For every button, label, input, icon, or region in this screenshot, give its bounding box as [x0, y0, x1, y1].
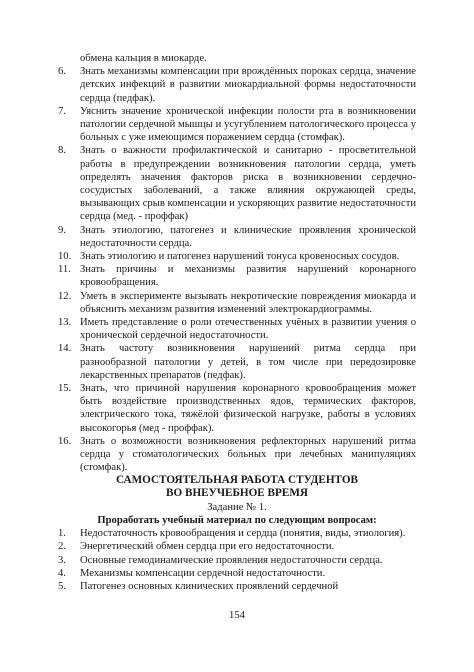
item-number: 1.: [58, 528, 66, 540]
item-number: 12.: [58, 290, 72, 302]
item-text: Знать частоту возникновения нарушений ритма сердца при разнообразной патологии у детей, в том числе при передозировке лекарственных препаратов (педфак).: [80, 343, 416, 381]
item-text: Недостаточность кровообращения и сердца (понятия, виды, этиология).: [80, 528, 406, 540]
item-number: 13.: [58, 317, 72, 329]
item-text: Патогенез основных клинических проявлений сердечной: [80, 581, 339, 593]
item-number: 14.: [58, 343, 72, 355]
list-item: [58, 316, 416, 342]
list-item: [58, 342, 416, 382]
list-item: [58, 224, 416, 250]
item-number: 2.: [58, 541, 66, 553]
item-text: Знать о возможности возникновения рефлекторных нарушений ритма сердца у стоматологических больных при лечебных манипуляциях (стомфак).: [80, 435, 416, 474]
continuation-line: обмена кальция в миокарде.: [80, 53, 207, 64]
item-text: Знать причины и механизмы развития нарушений коронарного кровообращения.: [80, 264, 416, 289]
list-item: [58, 527, 416, 540]
item-number: 3.: [58, 554, 66, 566]
item-text: Знать механизмы компенсации при врождённых пороках сердца, значение детских инфекций в развитии миокардиальной формы недостаточности сердца (педфак).: [80, 66, 416, 104]
list-item: [58, 65, 416, 105]
list-item: [58, 382, 416, 435]
item-number: 11.: [58, 264, 71, 276]
item-number: 10.: [58, 251, 72, 263]
item-number: 15.: [58, 383, 72, 395]
item-number: 7.: [58, 105, 66, 117]
list-item: [58, 567, 416, 580]
list-item: [58, 144, 416, 223]
item-text: Механизмы компенсации сердечной недостаточности.: [80, 567, 326, 579]
list-item: [58, 105, 416, 145]
list-item: [58, 263, 416, 289]
item-number: 5.: [58, 581, 66, 593]
item-text: Иметь представление о роли отечественных учёных в развитии учения о хронической сердечной недостаточности.: [80, 317, 416, 342]
objectives-list: [58, 52, 416, 475]
list-item: [58, 580, 416, 593]
section-subheading: Проработать учебный материал по следующим вопросам:: [97, 515, 377, 527]
item-text: Основные гемодинамические проявления недостаточности сердца.: [80, 554, 383, 566]
item-text: Уметь в эксперименте вызывать некротические повреждения миокарда и объяснить механизм развития изменений электрокардиограммы.: [80, 290, 416, 315]
item-number: 6.: [58, 66, 66, 78]
list-item: [58, 554, 416, 567]
list-item: [58, 290, 416, 316]
item-number: 16.: [58, 435, 72, 447]
list-item: [58, 435, 416, 475]
item-number: 8.: [58, 145, 66, 157]
item-text: Знать этиологию и патогенез нарушений тонуса кровеносных сосудов.: [80, 251, 400, 263]
list-item: [58, 540, 416, 553]
item-number: 9.: [58, 224, 66, 236]
item-number: 4.: [58, 567, 66, 579]
list-item: [58, 250, 416, 263]
item-text: Уяснить значение хронической инфекции полости рта в возникновении патологии сердечной мышцы и усугублением патологического процесса у больных с уже имеющимся поражением сердца (стомфак).: [80, 105, 416, 144]
item-text: Энергетический обмен сердца при его недостаточности.: [80, 541, 335, 553]
section-title-line1: САМОСТОЯТЕЛЬНАЯ РАБОТА СТУДЕНТОВ: [115, 474, 359, 486]
section-title-line2: ВО ВНЕУЧЕБНОЕ ВРЕМЯ: [166, 487, 308, 500]
independent-work-section: [58, 474, 416, 593]
page-number: 154: [229, 610, 245, 621]
item-text: Знать, что причиной нарушения коронарного кровообращения может быть воздействие производственных ядов, термических факторов, электрического тока, тяжёлой физической нагрузке, работы в условиях высокогорья (мед - проффак).: [80, 383, 416, 434]
item-text: Знать о важности профилактической и санитарно - просветительной работы в предупреждении возникновения патологии сердца, уметь определять значения факторов риска в возникновении сердечно-сосудистых заболеваний, а также влияния окружающей среды, вызывающих срыв компенсации и ускоряющих развитие недостаточности сердца (мед. - проффак): [80, 145, 416, 223]
item-text: Знать этиологию, патогенез и клинические проявления хронической недостаточности сердца.: [80, 224, 416, 249]
task-label: Задание № 1.: [207, 501, 267, 513]
